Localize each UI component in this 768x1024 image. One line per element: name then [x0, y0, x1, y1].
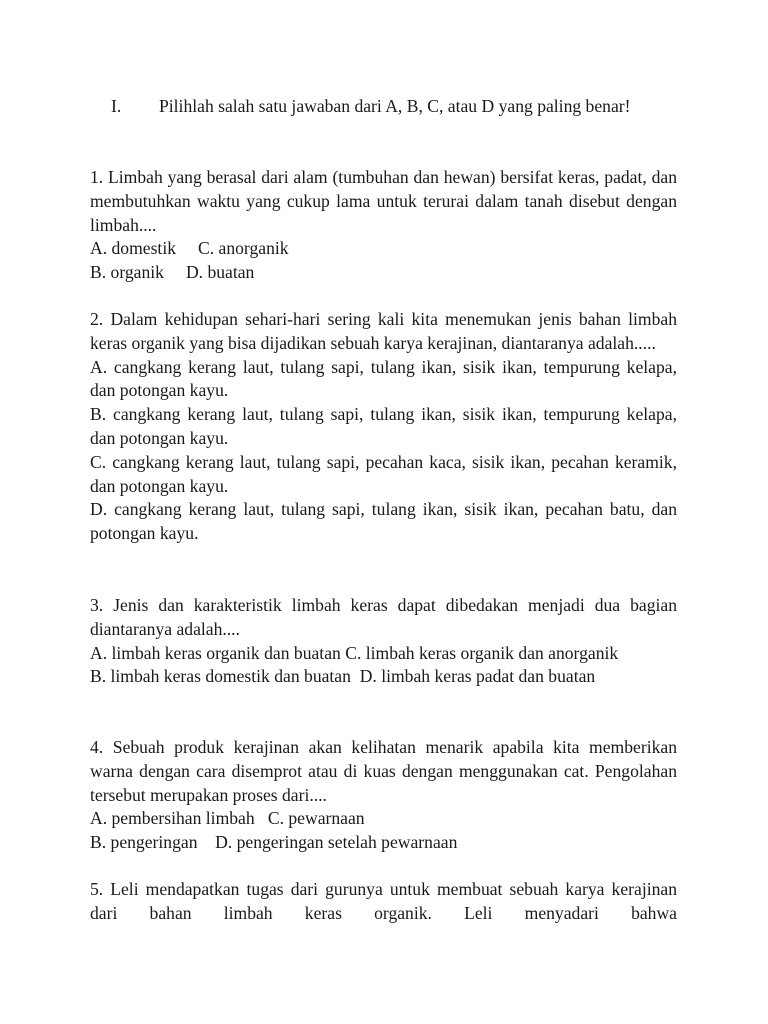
- option-line: A. limbah keras organik dan buatan C. limbah keras organik dan anorganik: [90, 642, 619, 663]
- question-5: [90, 878, 677, 926]
- question-1: [90, 166, 677, 285]
- option-d: D. cangkang kerang laut, tulang sapi, tulang ikan, sisik ikan, pecahan batu, dan potongan kayu.: [90, 499, 677, 544]
- question-2: [90, 308, 677, 546]
- option-line: A. domestik C. anorganik: [90, 238, 289, 259]
- question-stem: 5. Leli mendapatkan tugas dari gurunya untuk membuat sebuah karya kerajinan dari bahan limbah keras organik. Leli menyadari bahwa: [90, 879, 677, 923]
- option-line: B. organik D. buatan: [90, 262, 255, 283]
- option-line: A. pembersihan limbah C. pewarnaan: [90, 808, 365, 829]
- instruction-text: Pilihlah salah satu jawaban dari A, B, C, atau D yang paling benar!: [159, 96, 631, 116]
- option-line: B. limbah keras domestik dan buatan D. limbah keras padat dan buatan: [90, 666, 596, 687]
- question-stem: 4. Sebuah produk kerajinan akan kelihatan menarik apabila kita memberikan warna dengan cara disemprot atau di kuas dengan menggunakan cat. Pengolahan tersebut merupakan proses dari....: [90, 737, 677, 805]
- option-a: A. cangkang kerang laut, tulang sapi, tulang ikan, sisik ikan, tempurung kelapa, dan potongan kayu.: [90, 356, 677, 401]
- option-c: C. cangkang kerang laut, tulang sapi, pecahan kaca, sisik ikan, pecahan keramik, dan potongan kayu.: [90, 451, 677, 496]
- question-4: [90, 736, 677, 855]
- option-b: B. cangkang kerang laut, tulang sapi, tulang ikan, sisik ikan, tempurung kelapa, dan potongan kayu.: [90, 404, 677, 448]
- question-stem: 1. Limbah yang berasal dari alam (tumbuhan dan hewan) bersifat keras, padat, dan membutuhkan waktu yang cukup lama untuk terurai dalam tanah disebut dengan limbah....: [90, 167, 677, 235]
- question-stem: 2. Dalam kehidupan sehari-hari sering kali kita menemukan jenis bahan limbah keras organik yang bisa dijadikan sebuah karya kerajinan, diantaranya adalah.....: [90, 309, 677, 353]
- section-number: I.: [111, 96, 122, 116]
- question-3: [90, 594, 677, 689]
- question-stem: 3. Jenis dan karakteristik limbah keras dapat dibedakan menjadi dua bagian diantaranya adalah....: [90, 595, 677, 639]
- option-line: B. pengeringan D. pengeringan setelah pewarnaan: [90, 832, 458, 853]
